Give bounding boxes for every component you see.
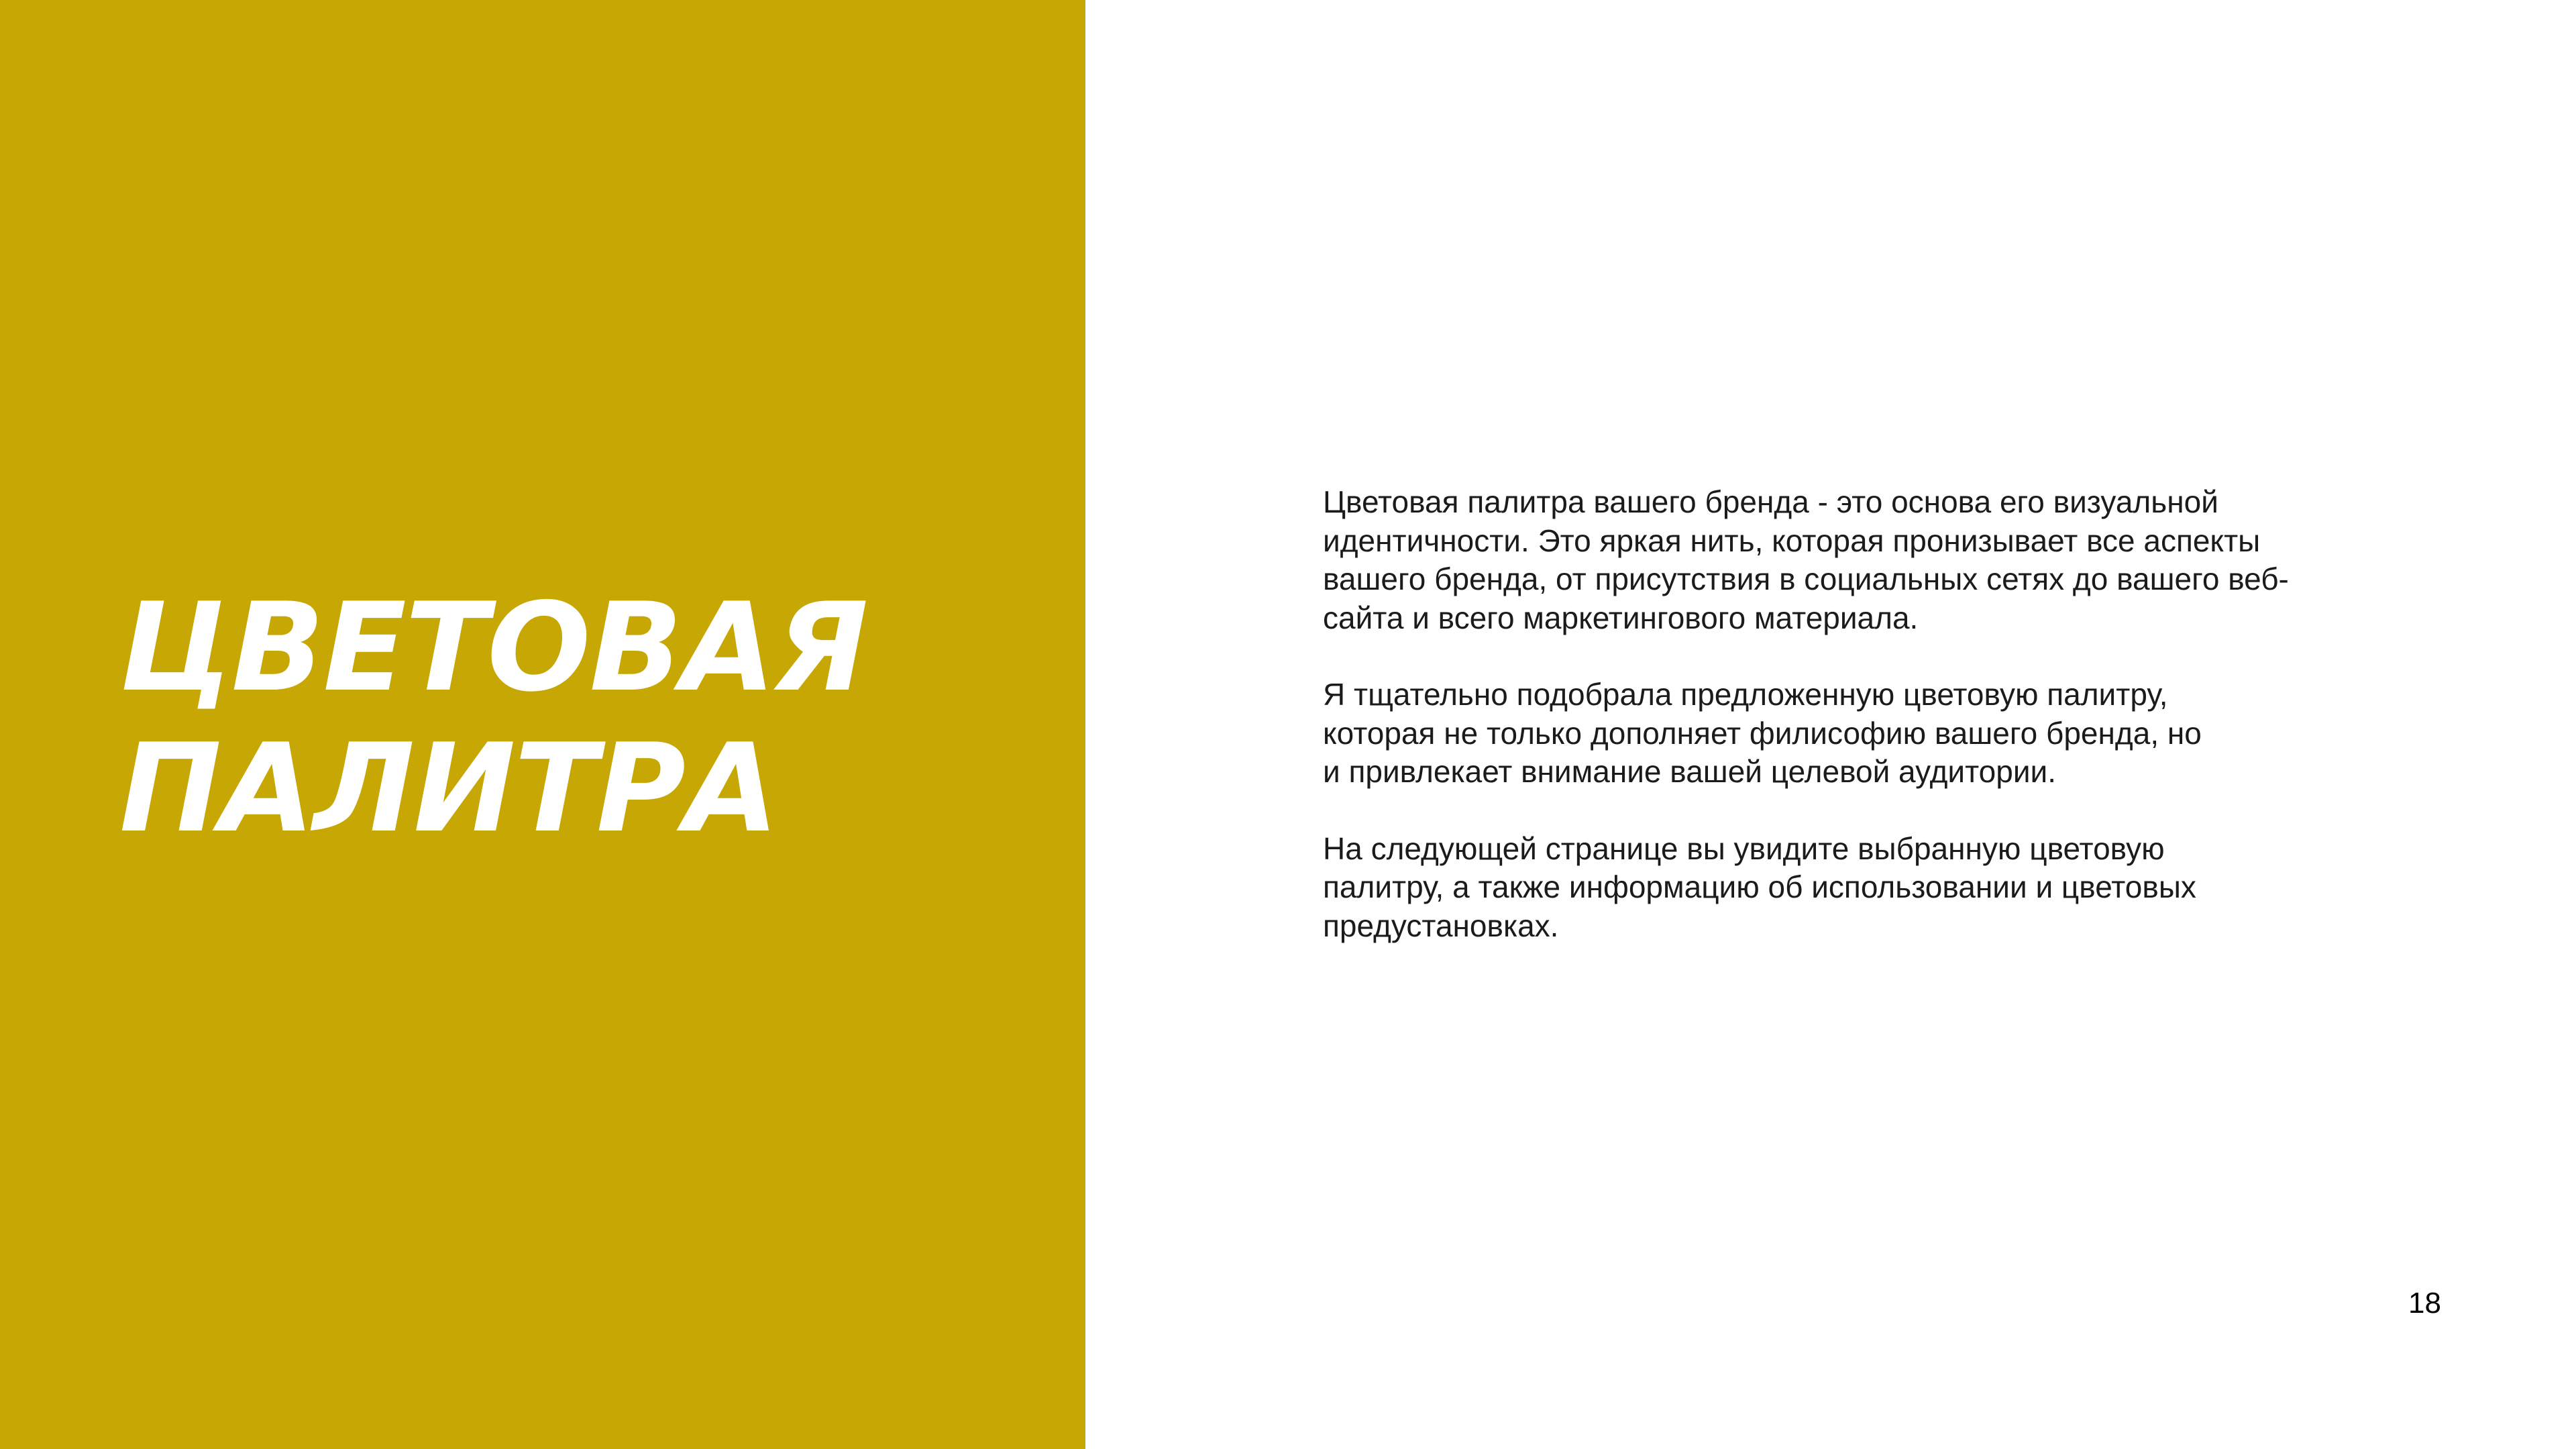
slide-title bbox=[119, 577, 867, 859]
paragraph-line: идентичности. Это яркая нить, которая пронизывает все аспекты bbox=[1323, 523, 2261, 558]
paragraph-next-page bbox=[1323, 830, 2430, 946]
paragraph-line: сайта и всего маркетингового материала. bbox=[1323, 600, 1919, 635]
paragraph-line: Цветовая палитра вашего бренда - это основа его визуальной bbox=[1323, 484, 2218, 519]
paragraph-line: На следующей странице вы увидите выбранную цветовую bbox=[1323, 830, 2165, 866]
page-number: 18 bbox=[2408, 1287, 2441, 1320]
paragraph-selection bbox=[1323, 676, 2430, 792]
paragraph-line: вашего бренда, от присутствия в социальных сетях до вашего веб- bbox=[1323, 561, 2289, 596]
paragraph-line: и привлекает внимание вашей целевой аудитории. bbox=[1323, 754, 2057, 789]
paragraph-line: предустановках. bbox=[1323, 908, 1559, 943]
paragraph-line: Я тщательно подобрала предложенную цветовую палитру, bbox=[1323, 677, 2168, 712]
paragraph-intro bbox=[1323, 483, 2430, 637]
title-line-1: ЦВЕТОВАЯ bbox=[119, 576, 867, 718]
paragraph-line: палитру, а также информацию об использовании и цветовых bbox=[1323, 869, 2196, 904]
title-line-2: ПАЛИТРА bbox=[119, 717, 778, 859]
body-text bbox=[1323, 483, 2430, 983]
paragraph-line: которая не только дополняет филисофию вашего бренда, но bbox=[1323, 715, 2202, 751]
accent-panel bbox=[0, 0, 1085, 1449]
